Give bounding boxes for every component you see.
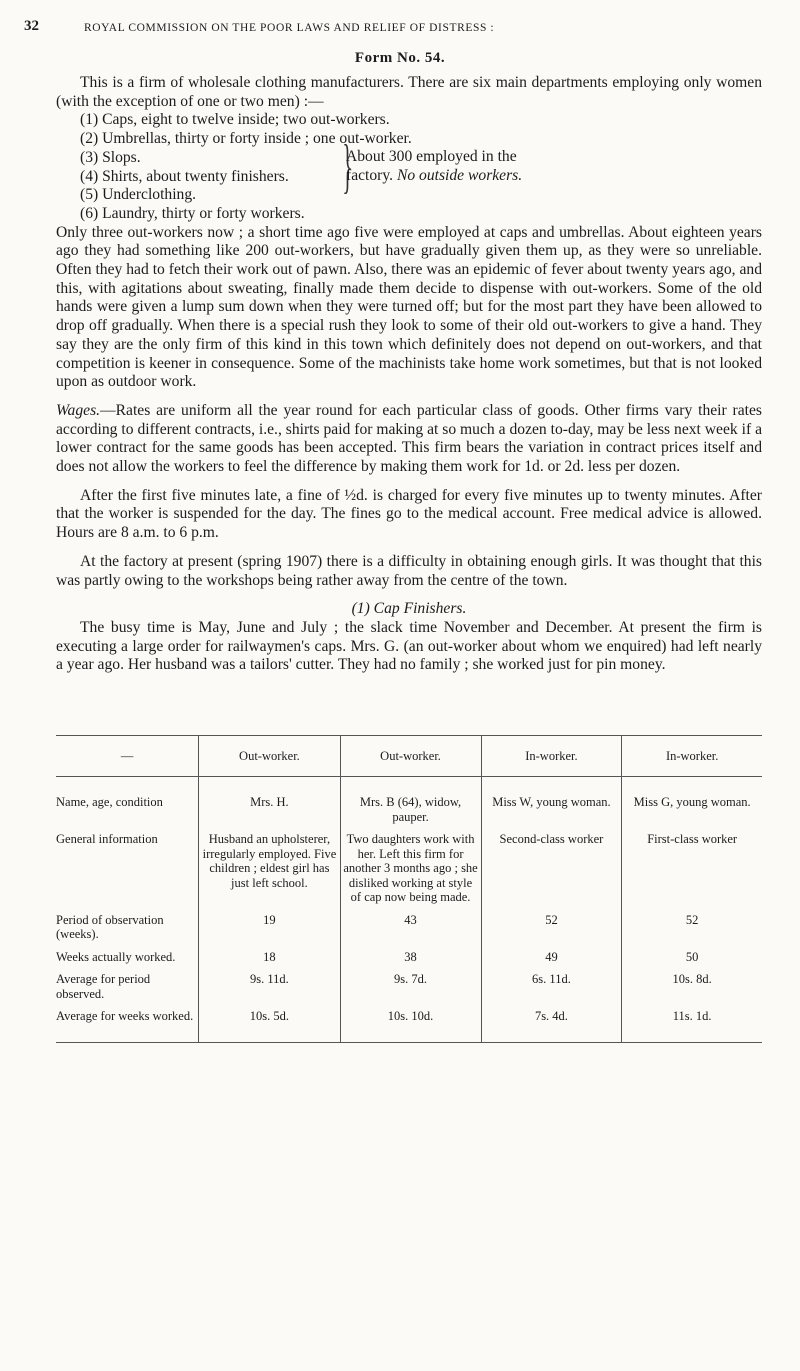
table-cell: 6s. 11d. [481,968,622,1005]
department-item: (3) Slops. [80,148,141,166]
row-label: Name, age, condition [56,795,163,809]
table-cell: 9s. 11d. [199,968,340,1005]
table-header: Out-worker. [340,736,481,777]
table-header-row [56,736,762,777]
table-cell: 9s. 7d. [340,968,481,1005]
busy-paragraph: The busy time is May, June and July ; the slack time November and December. At present the firm is executing a large order for railwaymen's caps. Mrs. G. (an out-worker about whom we enquired) had left nearly a year ago. Her husband was a tailors' cutter. They had no family ; she worked just for pin money. [56,618,762,674]
intro-paragraph: This is a firm of wholesale clothing manufacturers. There are six main departments employing only women (with the exception of one or two men) :— [56,74,762,110]
table-cell: Mrs. H. [199,777,340,829]
department-item: (4) Shirts, about twenty finishers. [80,167,289,185]
girls-paragraph: At the factory at present (spring 1907) there is a difficulty in obtaining enough girls. It was thought that this was partly owing to the workshops being rather away from the centre of the town. [56,552,762,589]
table-header: — [56,736,199,777]
table-cell: 43 [340,909,481,946]
department-item: (2) Umbrellas, thirty or forty inside ; one out-worker. [80,130,412,148]
table-cell: 10s. 10d. [340,1005,481,1042]
department-item: (5) Underclothing. [80,186,197,204]
table-row [56,909,762,946]
table-cell: Miss W, young woman. [481,777,622,829]
wages-table [56,735,762,1043]
table-row [56,777,762,829]
fines-paragraph: After the first five minutes late, a fine of ½d. is charged for every five minutes up to twenty minutes. After that the worker is suspended for the day. The fines go to the medical account. Free medical advice is allowed. Hours are 8 a.m. to 6 p.m. [56,486,762,542]
table-cell: 11s. 1d. [622,1005,762,1042]
table-cell: 19 [199,909,340,946]
page-number: 32 [24,18,39,34]
row-label: Average for weeks worked. [56,1005,199,1042]
department-list [56,111,762,223]
table-row [56,1005,762,1042]
table-cell: 50 [622,946,762,969]
table-cell: 10s. 5d. [199,1005,340,1042]
body-text [56,74,762,675]
table-cell: First-class worker [622,828,762,909]
running-title: ROYAL COMMISSION ON THE POOR LAWS AND RELIEF OF DISTRESS : [84,22,495,34]
table-cell: Two daughters work with her. Left this firm for another 3 months ago ; she disliked working at style of cap now being made. [340,828,481,909]
table-cell: Second-class worker [481,828,622,909]
brace-note-italic: No outside workers. [396,167,523,185]
table-header: In-worker. [622,736,762,777]
row-label: Average for period observed. [56,972,151,1001]
table-row [56,946,762,969]
brace-note-line1: About 300 employed in the [346,148,517,166]
table-header: In-worker. [481,736,622,777]
table-cell: 49 [481,946,622,969]
table-cell: 18 [199,946,340,969]
wages-label: Wages. [56,401,101,419]
department-item: (1) Caps, eight to twelve inside; two out-workers. [80,111,390,129]
table-cell: Miss G, young woman. [622,777,762,829]
table-row [56,968,762,1005]
outworkers-paragraph: Only three out-workers now ; a short time ago five were employed at caps and umbrellas. About eighteen years ago they had something like 200 out-workers, but have gradually given them up, as they were so unreliable. Often they had to fetch their work out of pawn. Also, there was an epidemic of fever about twenty years ago, and this, with agitations about sweating, finally made them decide to dispense with out-workers. Some of the old hands were given a lump sum down when they were turned off; but for the most part they have been allowed to drop off gradually. When there is a special rush they look to some of their old out-workers to give a hand. They say they are the only firm of this kind in this town which definitely does not depend on out-workers, and that competition is keener in consequence. Some of the machinists take home work sometimes, but that is not looked upon as outdoor work. [56,223,762,391]
table-header: Out-worker. [199,736,340,777]
department-item: (6) Laundry, thirty or forty workers. [80,204,305,222]
table-cell: 52 [622,909,762,946]
table-cell: 10s. 8d. [622,968,762,1005]
table-cell: Husband an upholsterer, irregularly employed. Five children ; eldest girl has just left school. [199,828,340,909]
brace-note [346,148,666,185]
wages-text: —Rates are uniform all the year round for each particular class of goods. Other firms vary their rates according to different contracts, i.e., shirts paid for making at so much a dozen to-day, may be less next week if a lower contract for the same goods has been accepted. This firm bears the variation in contract prices itself and does not allow the workers to feel the difference by making them work for 1d. or 2d. less per dozen. [56,401,762,476]
table-cell: 52 [481,909,622,946]
form-title: Form No. 54. [354,50,446,66]
table-cell: 38 [340,946,481,969]
subheading: (1) Cap Finishers. [351,600,467,618]
brace-note-line2: factory. [346,167,394,185]
row-label: General information [56,832,158,846]
row-label: Weeks actually worked. [56,949,176,964]
table-row [56,828,762,909]
row-label: Period of observation (weeks). [56,912,164,941]
table-cell: Mrs. B (64), widow, pauper. [340,777,481,829]
table-cell: 7s. 4d. [481,1005,622,1042]
brace-symbol: } [342,133,353,200]
wages-paragraph [56,402,762,477]
